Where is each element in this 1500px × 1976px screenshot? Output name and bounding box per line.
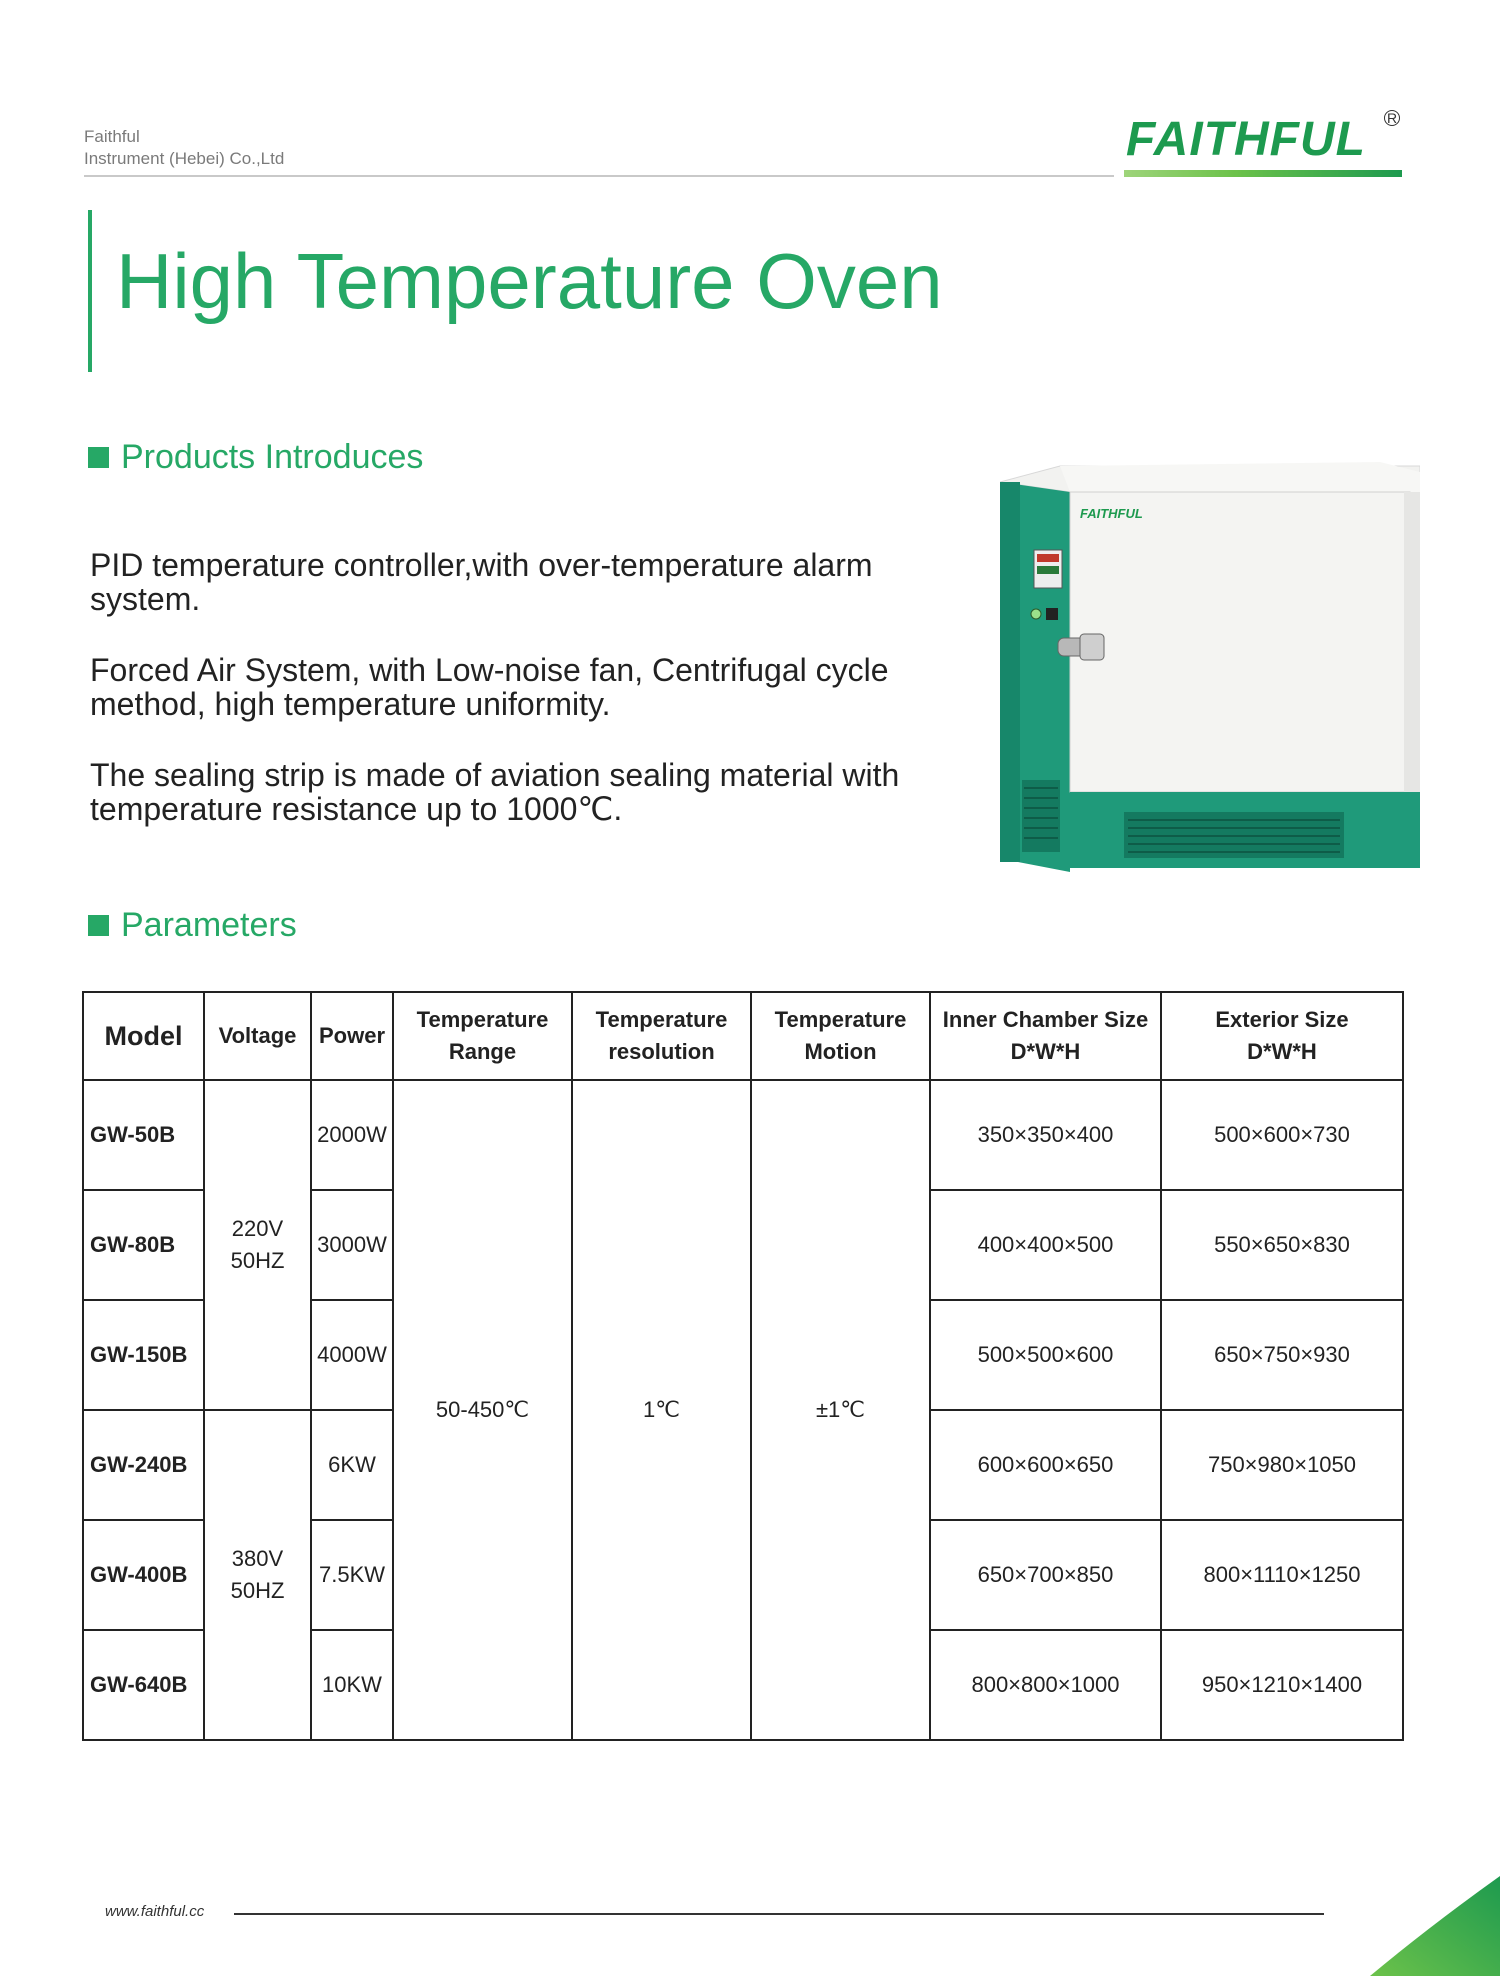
cell-voltage-group xyxy=(204,1410,311,1740)
cell-model: GW-240B xyxy=(83,1410,204,1520)
logo-text: FAITHFUL xyxy=(1126,113,1366,166)
cell-inner-size: 800×800×1000 xyxy=(930,1630,1161,1740)
intro-paragraph: Forced Air System, with Low-noise fan, Centrifugal cycle method, high temperature uniformity. xyxy=(90,652,889,722)
page-title: High Temperature Oven xyxy=(116,237,943,325)
cell-model: GW-640B xyxy=(83,1630,204,1740)
square-bullet-icon xyxy=(88,915,109,936)
voltage-line1: 220V xyxy=(231,1216,284,1241)
header-inner-l2: D*W*H xyxy=(1010,1039,1081,1064)
section-heading-intro xyxy=(88,438,423,477)
brand-logo xyxy=(1120,112,1420,182)
logo-underline xyxy=(1124,170,1402,177)
cell-exterior-size: 800×1110×1250 xyxy=(1161,1520,1403,1630)
product-brand-label: FAITHFUL xyxy=(1080,506,1143,521)
header-temp-range-l2: Range xyxy=(448,1039,517,1064)
parameters-table xyxy=(82,991,1404,1741)
product-image-oven xyxy=(1000,462,1420,872)
cell-inner-size: 400×400×500 xyxy=(930,1190,1161,1300)
cell-power: 3000W xyxy=(311,1190,393,1300)
footer-divider xyxy=(234,1913,1324,1915)
section-heading-params-label: Parameters xyxy=(121,906,297,944)
header-temp-motion-l1: Temperature xyxy=(774,1007,907,1032)
cell-power: 6KW xyxy=(311,1410,393,1520)
cell-exterior-size: 550×650×830 xyxy=(1161,1190,1403,1300)
cell-inner-size: 650×700×850 xyxy=(930,1520,1161,1630)
footer-url-link[interactable]: www.faithful.cc xyxy=(105,1903,205,1920)
cell-power: 4000W xyxy=(311,1300,393,1410)
header-temp-motion-l2: Motion xyxy=(804,1039,877,1064)
header-temp-motion xyxy=(751,992,930,1080)
header-temp-range-l1: Temperature xyxy=(416,1007,549,1032)
table-header-row xyxy=(83,992,1403,1080)
cell-inner-size: 600×600×650 xyxy=(930,1410,1161,1520)
voltage-line2: 50HZ xyxy=(230,1248,285,1273)
section-heading-intro-label: Products Introduces xyxy=(121,438,424,476)
cell-model: GW-150B xyxy=(83,1300,204,1410)
cell-exterior-size: 500×600×730 xyxy=(1161,1080,1403,1190)
table-row xyxy=(83,1080,1403,1190)
header-inner-l1: Inner Chamber Size xyxy=(942,1007,1149,1032)
cell-exterior-size: 750×980×1050 xyxy=(1161,1410,1403,1520)
cell-voltage-group xyxy=(204,1080,311,1410)
cell-model: GW-80B xyxy=(83,1190,204,1300)
intro-paragraph: PID temperature controller,with over-temperature alarm system. xyxy=(90,547,873,617)
corner-decoration xyxy=(1370,1866,1500,1976)
header-exterior-l2: D*W*H xyxy=(1247,1039,1317,1064)
title-accent-bar xyxy=(88,210,92,372)
company-name xyxy=(84,126,284,170)
header-temp-range xyxy=(393,992,572,1080)
cell-exterior-size: 950×1210×1400 xyxy=(1161,1630,1403,1740)
header-inner-size xyxy=(930,992,1161,1080)
header-power: Power xyxy=(311,992,393,1080)
header-divider xyxy=(84,175,1114,177)
header-voltage: Voltage xyxy=(204,992,311,1080)
header-temp-res-l1: Temperature xyxy=(595,1007,728,1032)
cell-inner-size: 500×500×600 xyxy=(930,1300,1161,1410)
company-name-line2: Instrument (Hebei) Co.,Ltd xyxy=(84,149,285,168)
voltage-line1: 380V xyxy=(231,1546,284,1571)
header-temp-resolution xyxy=(572,992,751,1080)
cell-temp-resolution: 1℃ xyxy=(572,1080,751,1740)
cell-model: GW-400B xyxy=(83,1520,204,1630)
cell-power: 7.5KW xyxy=(311,1520,393,1630)
cell-temp-range: 50-450℃ xyxy=(393,1080,572,1740)
company-name-line1: Faithful xyxy=(84,127,140,146)
cell-inner-size: 350×350×400 xyxy=(930,1080,1161,1190)
cell-power: 2000W xyxy=(311,1080,393,1190)
voltage-line2: 50HZ xyxy=(230,1578,285,1603)
registered-mark-icon: R xyxy=(1384,110,1400,126)
cell-exterior-size: 650×750×930 xyxy=(1161,1300,1403,1410)
cell-power: 10KW xyxy=(311,1630,393,1740)
intro-text xyxy=(90,548,930,863)
square-bullet-icon xyxy=(88,447,109,468)
cell-temp-motion: ±1℃ xyxy=(751,1080,930,1740)
header-temp-res-l2: resolution xyxy=(608,1039,715,1064)
cell-model: GW-50B xyxy=(83,1080,204,1190)
header-exterior-l1: Exterior Size xyxy=(1215,1007,1349,1032)
header-model: Model xyxy=(83,992,204,1080)
section-heading-params xyxy=(88,906,297,945)
header-exterior-size xyxy=(1161,992,1403,1080)
intro-paragraph: The sealing strip is made of aviation sealing material with temperature resistance up to 1000℃. xyxy=(90,757,900,827)
